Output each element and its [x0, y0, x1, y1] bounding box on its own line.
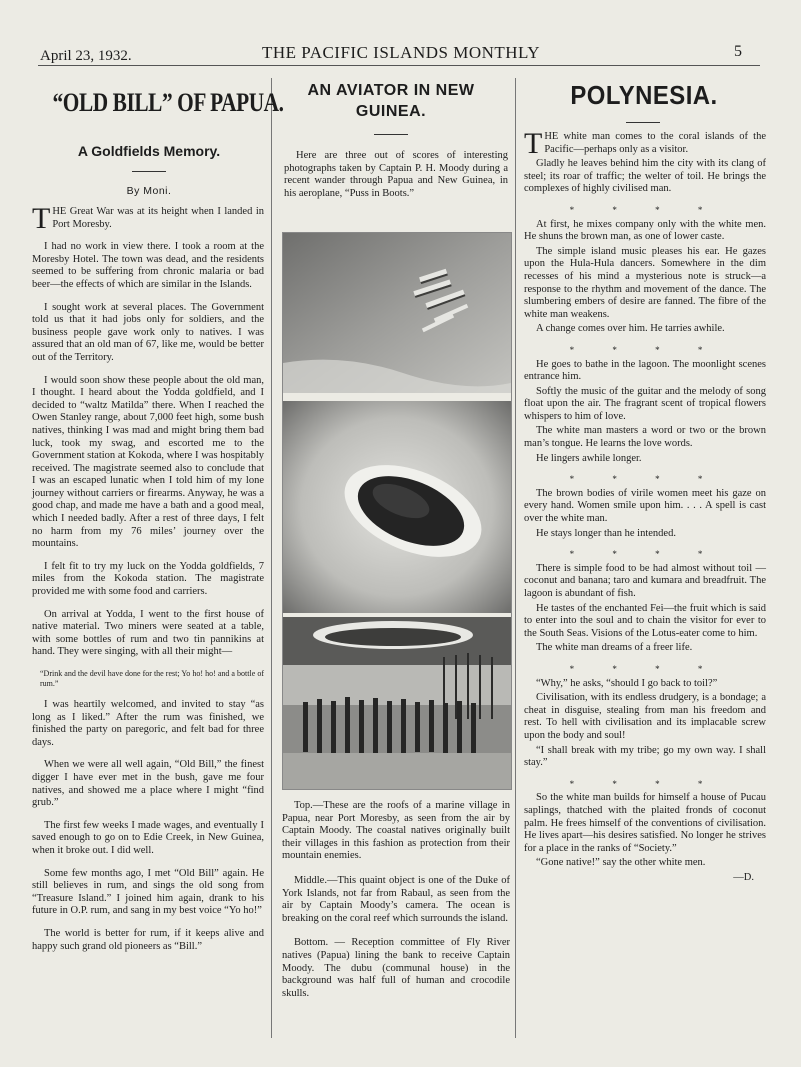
section-break: * * * *: [569, 663, 721, 674]
column-divider-right: [515, 78, 516, 1038]
right-title-rule: [626, 122, 660, 123]
right-paragraph-12: There is simple food to be had almost without toil — coconut and banana; taro and kumara and breadfruit. The lagoon is abundant of fish.: [524, 562, 766, 599]
section-break: * * * *: [569, 204, 721, 215]
left-paragraph-11: The world is better for rum, if it keeps alive and happy such grand old pioneers as “Bill.”: [32, 927, 264, 952]
caption-top: Top.—These are the roofs of a marine village in Papua, near Port Moresby, as seen from the air by Captain Moody. The coastal natives originally built their villages in this fashion as protection from their mountain enemies.: [282, 800, 510, 862]
right-paragraph-8: The white man masters a word or two or the brown man’s tongue. He learns the love words.: [524, 425, 766, 450]
right-paragraph-9: He lingers awhile longer.: [536, 452, 642, 464]
left-article-subtitle: A Goldfields Memory.: [77, 143, 221, 159]
aerial-village-photo: [283, 233, 511, 393]
right-article-body: [524, 127, 766, 886]
middle-article-intro: Here are three out of scores of interesting photographs taken by Captain P. H. Moody during a recent wander through Papua and New Guinea, in his aeroplane, “Puss in Boots.”: [284, 150, 508, 199]
right-paragraph-6: He goes to bathe in the lagoon. The moonlight scenes entrance him.: [524, 358, 766, 383]
section-break: * * * *: [569, 474, 721, 485]
left-article-title: “OLD BILL” OF PAPUA.: [52, 88, 284, 117]
left-paragraph-8: When we were all well again, “Old Bill,” the finest digger I have ever met in the bush, gave me four natives, and showed me a place where I might “find grub.”: [32, 759, 264, 809]
right-paragraph-11: He stays longer than he intended.: [536, 527, 676, 539]
island-photo: [283, 401, 511, 613]
right-paragraph-17: “I shall break with my tribe; go my own way. I shall stay.”: [524, 744, 766, 769]
page-header: [40, 42, 758, 64]
left-paragraph-4: I would soon show these people about the old man, I thought. I heard about the Yodda goldfield, and I decided to “waltz Matilda” there. When I reached the Owen Stanley range, about 7,000 feet high, some bush natives, thinking I was mad and might bring them bad luck, took my swag, and escorted me to the Government station at Kokoda, where I was hospitably received. The magistrate seemed also to conclude that I was an escaped lunatic when I told him of my lone journey without carriers or firearms. Anyway, he was a good chap, and made me have a bath and a good meal, which I needed badly. After a rest of three days, I felt no harm from my 76 miles’ journey over the mountains.: [32, 374, 264, 550]
photo-gap: [283, 393, 511, 401]
right-paragraph-2: Gladly he leaves behind him the city with its clang of steel; its roar of traffic; the welter of toil. He brings the complexes of highly civilised man.: [524, 158, 766, 195]
right-paragraph-5: A change comes over him. He tarries awhile.: [536, 323, 725, 335]
right-paragraph-1: THE white man comes to the coral islands of the Pacific—perhaps only as a visitor.: [524, 127, 766, 160]
right-paragraph-7: Softly the music of the guitar and the melody of song float upon the air. The fragrant scent of tropical flowers whispers to him of love.: [524, 385, 766, 422]
left-paragraph-7: I was heartily welcomed, and invited to stay “as long as I liked.” After the rum was finished, we finished the party on paregoric, and felt bad for three days.: [32, 699, 264, 748]
reception-photo: [283, 617, 511, 789]
right-paragraph-10: The brown bodies of virile women meet his gaze on every hand. Women smile upon him. . . . A spell is cast over the white man.: [524, 487, 766, 525]
caption-bottom: Bottom. — Reception committee of Fly River natives (Papua) lining the bank to receive Captain Moody. The dubu (communal house) in the background was half full of human and crocodile skulls.: [282, 937, 510, 999]
left-paragraph-1: THE Great War was at its height when I landed in Port Moresby.: [32, 202, 264, 235]
left-article-byline: By Moni.: [126, 185, 172, 197]
subtitle-rule: [132, 171, 166, 172]
middle-title-rule: [374, 134, 408, 135]
column-divider-left: [271, 78, 272, 1038]
right-article-title: POLYNESIA.: [570, 80, 718, 110]
song-verse: “Drink and the devil have done for the rest; Yo ho! ho! and a bottle of rum.”: [40, 669, 264, 688]
left-paragraph-6: On arrival at Yodda, I went to the first house of native material. Two miners were seated at a table, with some bottles of rum and two tin pannikins at hand. They were singing, with all their might—: [32, 608, 264, 658]
section-break: * * * *: [569, 778, 721, 789]
middle-article-title: AN AVIATOR IN NEW GUINEA.: [307, 82, 475, 120]
left-paragraph-9: The first few weeks I made wages, and eventually I saved enough to go on to Edie Creek, in New Guinea, when it broke out. I did well.: [32, 819, 264, 856]
drop-cap: T: [524, 127, 543, 160]
author-signature: —D.: [733, 871, 754, 883]
left-article-body: [32, 202, 264, 963]
publication-title: THE PACIFIC ISLANDS MONTHLY: [262, 43, 540, 62]
right-paragraph-19: “Gone native!” say the other white men.: [536, 857, 706, 869]
right-paragraph-18: So the white man builds for himself a house of Pucau saplings, thatched with the plaited fronds of coconut palm. He frees himself of the conventions of civilisation. He lives apart—his desires satisfied. No longer he strives for a place in the ranks of “Society.”: [524, 792, 766, 854]
right-paragraph-14: The white man dreams of a freer life.: [536, 642, 693, 654]
right-paragraph-4: The simple island music pleases his ear. He gazes upon the Hula-Hula dancers. Somewhere in the dim recesses of his mind a mysterious note is struck—a response to the rhythm and movement of the dance. The slumbering embers of desire are fanned. The fibre of the white man weakens.: [524, 245, 766, 320]
left-paragraph-2: I had no work in view there. I took a room at the Moresby Hotel. The town was dead, and the residents seemed to be suffering from chronic malaria or bad beer—the effects of which are similar in the Islands.: [32, 241, 264, 290]
drop-cap: T: [32, 202, 51, 235]
right-paragraph-3: At first, he mixes company only with the white men. He shuns the brown man, as one of lower caste.: [524, 218, 766, 243]
right-paragraph-16: Civilisation, with its endless drudgery, is a bondage; a cheat in disguise, stealing from man his freedom and rest. To hell with civilisation and its implacable screw upon the body and soul!: [524, 692, 766, 741]
section-break: * * * *: [569, 344, 721, 355]
caption-middle: Middle.—This quaint object is one of the Duke of York Islands, not far from Rabaul, as seen from the air by Captain Moody’s camera. The ocean is breaking on the coral reef which surrounds the island.: [282, 874, 510, 924]
right-paragraph-13: He tastes of the enchanted Fei—the fruit which is said to enter into the soul and to chain the visitor for ever to the South Seas. Visions of the Lotus-eater come to him.: [524, 602, 766, 639]
header-rule: [38, 65, 760, 66]
right-paragraph-15: “Why,” he asks, “should I go back to toil?”: [536, 677, 718, 689]
left-paragraph-10: Some few months ago, I met “Old Bill” again. He still believes in rum, and sings the old song from “Treasure Island.” I joined him again, drank to his future in O.P. rum, and sang in my best voice “Yo ho!”: [32, 867, 264, 917]
issue-date: April 23, 1932.: [40, 48, 132, 64]
left-paragraph-5: I felt fit to try my luck on the Yodda goldfields, 7 miles from the Kokoda station. The magistrate provided me with some food and carriers.: [32, 560, 264, 598]
photo-captions: [282, 800, 510, 1012]
photo-montage: [282, 232, 512, 790]
page-number: 5: [734, 43, 742, 60]
left-paragraph-3: I sought work at several places. The Government told us that it had jobs only for soldiers, and the business people gave work only to natives. I was assured that an old man of 67, like me, would be better out of the Territory.: [32, 301, 264, 363]
section-break: * * * *: [569, 549, 721, 560]
